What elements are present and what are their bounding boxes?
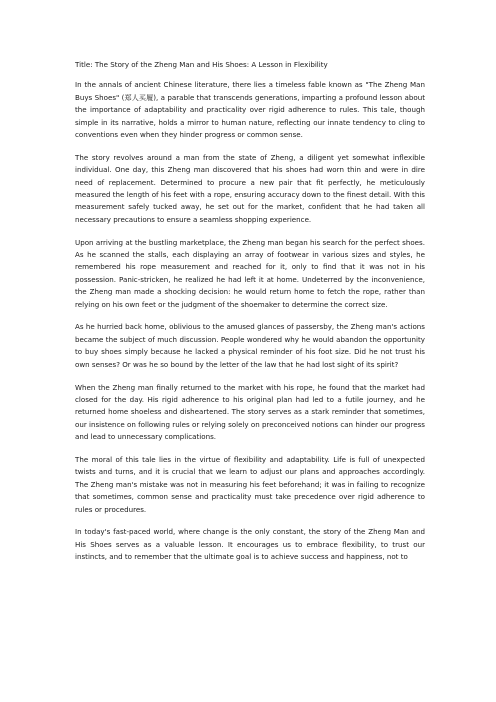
paragraph-6: The moral of this tale lies in the virtue of flexibility and adaptability. Life is full of unexpected twists and turns, and it is crucial that we learn to adjust our plans and approaches accordingly. The Zheng man's mistake was not in measuring his feet beforehand; it was in failing to recognize that sometimes, common sense and practicality must take precedence over rigid adherence to rules or procedures.: [75, 454, 425, 514]
document-title: Title: The Story of the Zheng Man and His Shoes: A Lesson in Flexibility: [75, 60, 328, 69]
paragraph-5: When the Zheng man finally returned to the market with his rope, he found that the market had closed for the day. His rigid adherence to his original plan had led to a futile journey, and he returned home shoeless and disheartened. The story serves as a stark reminder that sometimes, our insistence on following rules or relying solely on preconceived notions can hinder our progress and lead to unnecessary complications.: [75, 382, 425, 442]
paragraph-3: Upon arriving at the bustling marketplace, the Zheng man began his search for the perfect shoes. As he scanned the stalls, each displaying an array of footwear in various sizes and styles, he remembered his rope measurement and reached for it, only to find that it was not in his possession. Panic-stricken, he realized he had left it at home. Undeterred by the inconvenience, the Zheng man made a shocking decision: he would return home to fetch the rope, rather than relying on his own feet or the judgment of the shoemaker to determine the correct size.: [75, 237, 425, 309]
paragraph-1: In the annals of ancient Chinese literature, there lies a timeless fable known as "The Zheng Man Buys Shoes" (郑人买履), a parable that transcends generations, imparting a profound lesson about the importance of adaptability and practicality over rigid adherence to rules. This tale, though simple in its narrative, holds a mirror to human nature, reflecting our innate tendency to cling to conventions even when they hinder progress or common sense.: [75, 80, 425, 140]
paragraph-2: The story revolves around a man from the state of Zheng, a diligent yet somewhat inflexible individual. One day, this Zheng man discovered that his shoes had worn thin and were in dire need of replacement. Determined to procure a new pair that fit perfectly, he meticulously measured the length of his feet with a rope, ensuring accuracy down to the finest detail. With this measurement safely tucked away, he set out for the market, confident that he had taken all necessary precautions to ensure a seamless shopping experience.: [75, 152, 425, 224]
paragraph-7: In today's fast-paced world, where change is the only constant, the story of the Zheng Man and His Shoes serves as a valuable lesson. It encourages us to embrace flexibility, to trust our instincts, and to remember that the ultimate goal is to achieve success and happiness, not to: [75, 527, 425, 562]
paragraph-4: As he hurried back home, oblivious to the amused glances of passersby, the Zheng man's actions became the subject of much discussion. People wondered why he would abandon the opportunity to buy shoes simply because he lacked a physical reminder of his foot size. Did he not trust his own senses? Or was he so bound by the letter of the law that he had lost sight of its spirit?: [75, 322, 425, 369]
document-page: [75, 59, 425, 574]
